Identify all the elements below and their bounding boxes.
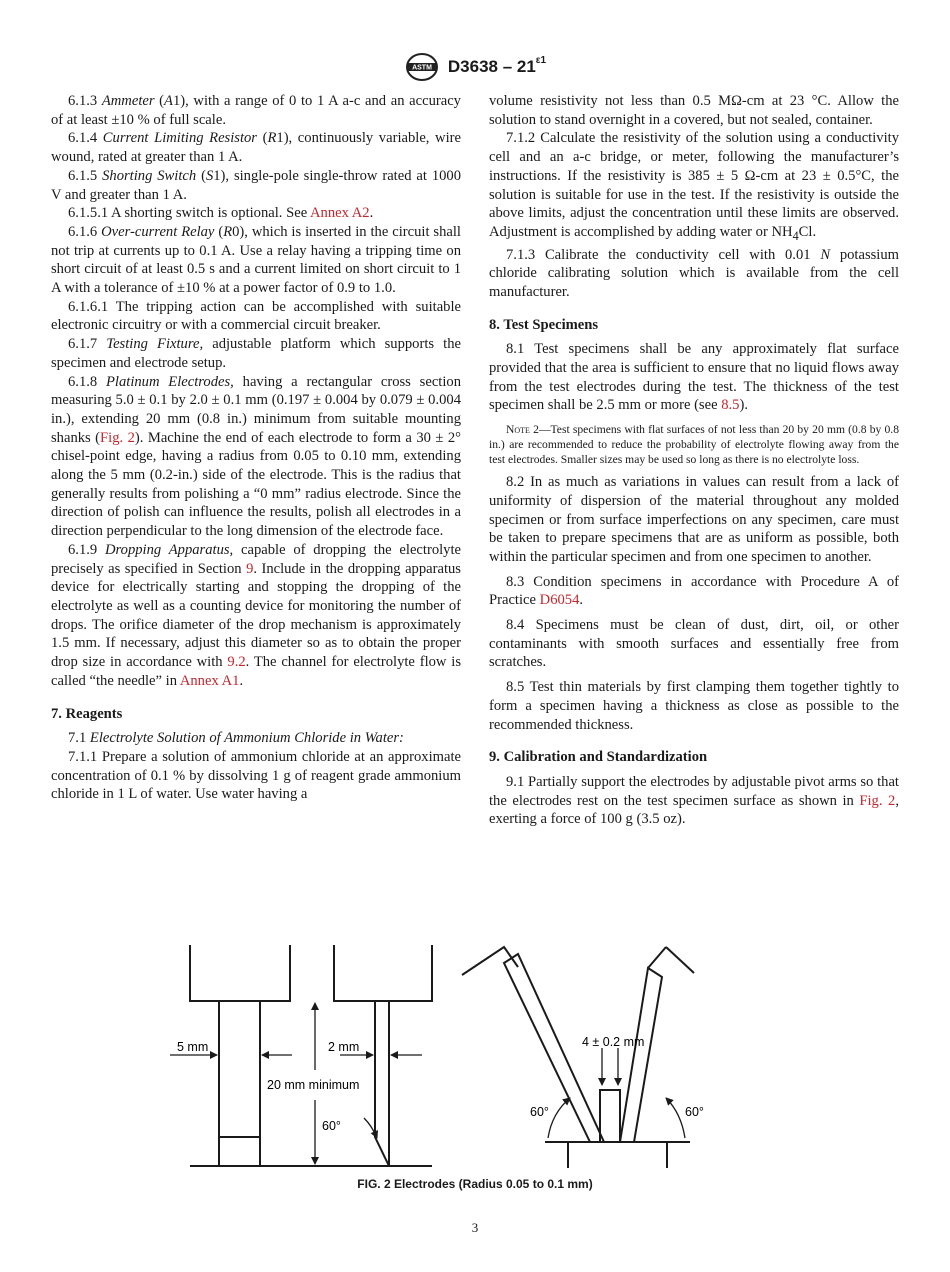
para-6-1-7: 6.1.7 Testing Fixture, adjustable platform which supports the specimen and electrode setup. bbox=[51, 336, 461, 371]
label-2mm: 2 mm bbox=[328, 1040, 360, 1054]
para-6-1-5: 6.1.5 Shorting Switch (S1), single-pole single-throw rated at 1000 V and greater than 1 A. bbox=[51, 167, 462, 203]
section-7-heading: 7. Reagents bbox=[51, 705, 123, 722]
para-7-1: 7.1 Electrolyte Solution of Ammonium Chloride in Water: bbox=[68, 730, 404, 747]
para-8-5: 8.5 Test thin materials by first clamping them together tightly to form a specimen having a thickness as close as possible to the recommended thickness. bbox=[489, 679, 899, 733]
para-7-1-1-continued: volume resistivity not less than 0.5 MΩ-cm at 23 °C. Allow the solution to stand overnight in a covered, but not sealed, container. bbox=[489, 93, 899, 128]
label-20mm-minimum: 20 mm minimum bbox=[267, 1078, 360, 1092]
section-8-5-link[interactable]: 8.5 bbox=[721, 397, 740, 414]
para-8-1: 8.1 Test specimens shall be any approximately flat surface provided that the area is sufficient to ensure that no liquid flows away from the test electrodes during the test. The thickness of the test specimen shall be 2.5 mm or more (see 8.5). bbox=[489, 341, 899, 414]
section-9-link[interactable]: 9 bbox=[246, 560, 254, 577]
section-9-heading: 9. Calibration and Standardization bbox=[489, 749, 708, 766]
page-header bbox=[0, 52, 950, 82]
right-column bbox=[489, 92, 899, 829]
right-electrode-drawing bbox=[462, 947, 694, 1168]
section-9-2-link[interactable]: 9.2 bbox=[227, 654, 246, 671]
section-8-heading: 8. Test Specimens bbox=[489, 316, 599, 333]
logo-text: ASTM bbox=[411, 64, 432, 72]
label-60-deg-left: 60° bbox=[322, 1119, 341, 1133]
label-60-deg-a: 60° bbox=[530, 1105, 549, 1119]
label-60-deg-b: 60° bbox=[685, 1105, 704, 1119]
para-7-1-1: 7.1.1 Prepare a solution of ammonium chloride at an approximate concentration of 0.1 % by dissolving 1 g of reagent grade ammonium chloride in 1 L of water. Use water having a bbox=[51, 748, 461, 803]
para-8-3: 8.3 Condition specimens in accordance with Procedure A of Practice D6054. bbox=[489, 573, 899, 609]
para-6-1-5-1: 6.1.5.1 A shorting switch is optional. See Annex A2. bbox=[68, 205, 374, 222]
para-8-2: 8.2 In as much as variations in values can result from a lack of uniformity of dispersion of the material throughout any molded specimen or from surface imperfections on any specimen, care must be taken to prepare specimens that are as uniform as possible, both within the particular specimen and from one specimen to another. bbox=[489, 474, 899, 565]
fig-2-link[interactable]: Fig. 2 bbox=[100, 429, 135, 446]
para-6-1-4: 6.1.4 Current Limiting Resistor (R1), continuously variable, wire wound, rated at greater than 1 A. bbox=[51, 130, 461, 166]
para-6-1-8: 6.1.8 Platinum Electrodes, having a rectangular cross section measuring 5.0 ± 0.1 by 2.0 ± 0.1 mm (0.197 ± 0.004 by 0.079 ± 0.004 in.), extending 20 mm (0.8 in.) minimum from suitable mounting shanks (Fig. 2). Machine the end of each electrode to form a 30 ± 2° chisel-point edge, having a radius from 0.05 to 0.10 mm, extending along the 5 mm (0.2-in.) side of the electrode. This is the radius that generally results from polishing a “0 mm” radius electrode. Since the direction of polish can influence the results, polish all electrodes in a direction perpendicular to the long dimension of the electrode face. bbox=[51, 373, 462, 540]
page-number: 3 bbox=[471, 1220, 479, 1235]
para-8-4: 8.4 Specimens must be clean of dust, dirt, oil, or other contaminants with smooth surfaces and essentially free from scratches. bbox=[489, 617, 899, 671]
para-7-1-2: 7.1.2 Calculate the resistivity of the solution using a conductivity cell and an a-c bridge, or meter, following the manufacturer’s instructions. If the resistivity is 385 ± 5 Ω-cm at 23 ± 0.5°C, the solution is suitable for use in the test. If the resistivity is outside the above limits, adjust the concentration until these limits are observed. Adjustment is accomplished by adding water or $NH_4Cl$. bbox=[489, 130, 899, 243]
right-dimension-lines bbox=[548, 1048, 685, 1138]
annex-a1-link[interactable]: Annex A1 bbox=[179, 672, 240, 689]
doc-superscript: ε1 bbox=[535, 55, 547, 67]
electrode-diagram bbox=[150, 930, 800, 1175]
para-6-1-6-1: 6.1.6.1 The tripping action can be accomplished with suitable electronic circuitry or with a commercial circuit breaker. bbox=[51, 298, 461, 334]
para-9-1: 9.1 Partially support the electrodes by adjustable pivot arms so that the electrodes rest on the test specimen surface as shown in Fig. 2, exerting a force of 100 g (3.5 oz). bbox=[489, 774, 899, 828]
d6054-link[interactable]: D6054 bbox=[539, 592, 580, 609]
para-6-1-9: 6.1.9 Dropping Apparatus, capable of dropping the electrolyte precisely as specified in Section 9. Include in the dropping apparatus device for electrically starting and stopping the dropping of the electrolyte as well as a counting device for monitoring the number of drops. The orifice diameter of the drop mechanism is approximately 1.5 mm. If necessary, adjust this diameter so as to obtain the proper drop size in accordance with 9.2. The channel for electrolyte flow is called “the needle” in Annex A1. bbox=[51, 541, 461, 689]
left-column bbox=[51, 92, 461, 804]
para-7-1-3: 7.1.3 Calibrate the conductivity cell with 0.01 N potassium chloride calibrating solution which is available from the cell manufacturer. bbox=[489, 246, 899, 300]
document-number: $D3638 - 21^{\varepsilon 1}$ bbox=[447, 55, 547, 76]
astm-logo-icon bbox=[404, 52, 440, 82]
label-5mm: 5 mm bbox=[177, 1040, 209, 1054]
label-gap-4mm: 4 ± 0.2 mm bbox=[582, 1035, 645, 1049]
para-6-1-6: 6.1.6 Over-current Relay (R0), which is inserted in the circuit shall not trip at currents up to 0.1 A. Use a relay having a tripping time on short circuit of at least 0.5 s and a current limited on short circuit to 1 A with a tolerance of ±10 % at a power factor of 0.9 to 1.0. bbox=[51, 223, 461, 297]
para-6-1-3: 6.1.3 Ammeter (A1), with a range of 0 to 1 A a-c and an accuracy of at least ±10 % of full scale. bbox=[51, 93, 461, 128]
note-2: Note 2—Test specimens with flat surfaces of not less than 20 by 20 mm (0.8 by 0.8 in.) are recommended to reduce the probability of electrolyte flowing away from the test electrodes. Smaller sizes may be used so long as there is no electrolyte loss. bbox=[489, 423, 899, 467]
figure-caption: FIG. 2 Electrodes (Radius 0.05 to 0.1 mm) bbox=[357, 1177, 593, 1191]
annex-a2-link[interactable]: Annex A2 bbox=[310, 205, 370, 222]
fig-2-link-2[interactable]: Fig. 2 bbox=[859, 792, 896, 809]
